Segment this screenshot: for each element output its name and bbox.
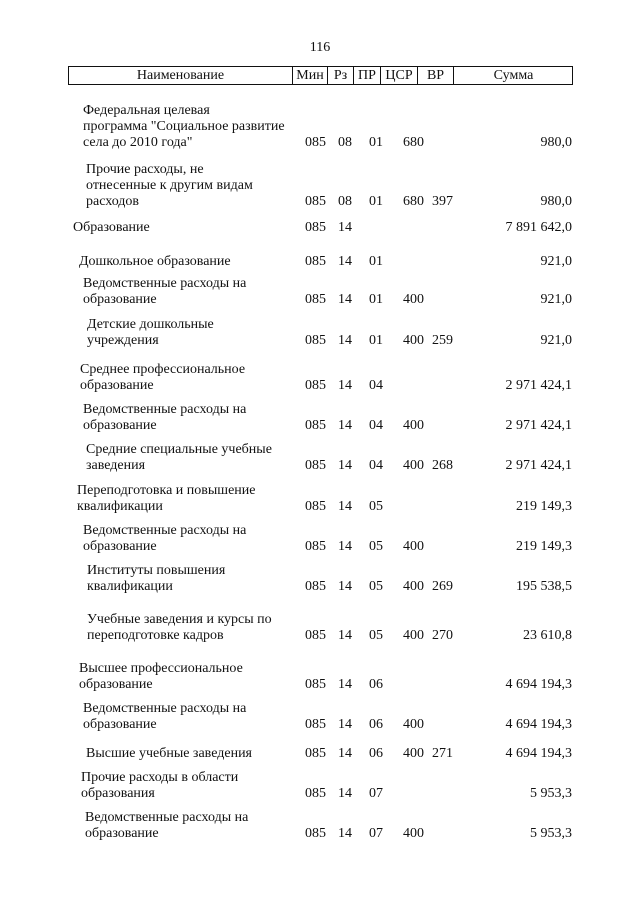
row-sum: 195 538,5 — [516, 579, 572, 594]
row-min: 085 — [305, 135, 326, 150]
row-sum: 23 610,8 — [523, 628, 572, 643]
row-csr: 680 — [403, 194, 424, 209]
row-min: 085 — [305, 333, 326, 348]
row-csr: 400 — [403, 579, 424, 594]
row-name: Прочие расходы в области образования — [81, 770, 239, 801]
row-min: 085 — [305, 378, 326, 393]
header-sum: Сумма — [453, 67, 573, 84]
row-name: Прочие расходы, не отнесенные к другим видам расходов — [86, 162, 253, 209]
row-rz: 14 — [338, 786, 352, 801]
row-name: Ведомственные расходы на образование — [83, 701, 247, 732]
row-rz: 14 — [338, 677, 352, 692]
header-rz: Рз — [327, 67, 353, 84]
row-rz: 14 — [338, 499, 352, 514]
row-rz: 14 — [338, 418, 352, 433]
row-vr: 269 — [432, 579, 453, 594]
row-name: Ведомственные расходы на образование — [83, 523, 247, 554]
row-pr: 05 — [369, 539, 383, 554]
row-vr: 397 — [432, 194, 453, 209]
row-name: Средние специальные учебные заведения — [86, 442, 272, 473]
row-rz: 08 — [338, 135, 352, 150]
row-min: 085 — [305, 826, 326, 841]
row-pr: 01 — [369, 333, 383, 348]
row-name: Федеральная целевая программа "Социальное развитие села до 2010 года" — [83, 103, 285, 150]
row-csr: 400 — [403, 826, 424, 841]
row-sum: 921,0 — [540, 292, 572, 307]
row-min: 085 — [305, 220, 326, 235]
row-rz: 14 — [338, 458, 352, 473]
row-name: Среднее профессиональное образование — [80, 362, 246, 393]
row-name: Высшие учебные заведения — [86, 746, 252, 761]
row-name: Институты повышения квалификации — [87, 563, 226, 594]
row-sum: 921,0 — [540, 254, 572, 269]
row-rz: 14 — [338, 717, 352, 732]
row-name: Образование — [73, 220, 150, 235]
row-min: 085 — [305, 418, 326, 433]
row-name: Ведомственные расходы на образование — [85, 810, 249, 841]
row-min: 085 — [305, 717, 326, 732]
row-sum: 4 694 194,3 — [505, 746, 572, 761]
row-min: 085 — [305, 786, 326, 801]
row-pr: 01 — [369, 135, 383, 150]
row-pr: 05 — [369, 628, 383, 643]
row-vr: 270 — [432, 628, 453, 643]
row-min: 085 — [305, 746, 326, 761]
header-csr: ЦСР — [380, 67, 417, 84]
row-csr: 400 — [403, 746, 424, 761]
row-min: 085 — [305, 499, 326, 514]
row-rz: 14 — [338, 292, 352, 307]
row-min: 085 — [305, 458, 326, 473]
row-sum: 2 971 424,1 — [505, 418, 572, 433]
row-pr: 06 — [369, 746, 383, 761]
row-name: Переподготовка и повышение квалификации — [77, 483, 256, 514]
row-pr: 04 — [369, 458, 383, 473]
header-vr: ВР — [417, 67, 453, 84]
row-pr: 07 — [369, 786, 383, 801]
row-sum: 2 971 424,1 — [505, 378, 572, 393]
row-pr: 04 — [369, 378, 383, 393]
row-rz: 14 — [338, 378, 352, 393]
header-name: Наименование — [136, 68, 225, 83]
row-csr: 400 — [403, 717, 424, 732]
row-csr: 400 — [403, 418, 424, 433]
row-sum: 5 953,3 — [530, 826, 572, 841]
row-vr: 259 — [432, 333, 453, 348]
row-sum: 5 953,3 — [530, 786, 572, 801]
row-rz: 08 — [338, 194, 352, 209]
row-sum: 219 149,3 — [516, 539, 572, 554]
row-pr: 06 — [369, 677, 383, 692]
row-min: 085 — [305, 579, 326, 594]
row-rz: 14 — [338, 746, 352, 761]
row-csr: 400 — [403, 628, 424, 643]
row-sum: 2 971 424,1 — [505, 458, 572, 473]
row-name: Высшее профессиональное образование — [79, 661, 243, 692]
row-min: 085 — [305, 628, 326, 643]
row-pr: 06 — [369, 717, 383, 732]
table-header — [68, 66, 573, 85]
row-rz: 14 — [338, 826, 352, 841]
row-name: Дошкольное образование — [79, 254, 231, 269]
row-sum: 7 891 642,0 — [505, 220, 572, 235]
row-sum: 980,0 — [540, 135, 572, 150]
header-min: Мин — [292, 67, 327, 84]
row-csr: 400 — [403, 333, 424, 348]
row-csr: 400 — [403, 539, 424, 554]
row-min: 085 — [305, 539, 326, 554]
row-sum: 921,0 — [540, 333, 572, 348]
row-min: 085 — [305, 194, 326, 209]
row-pr: 01 — [369, 292, 383, 307]
row-rz: 14 — [338, 539, 352, 554]
row-sum: 980,0 — [540, 194, 572, 209]
row-rz: 14 — [338, 628, 352, 643]
row-name: Учебные заведения и курсы по переподготовке кадров — [87, 612, 272, 643]
row-min: 085 — [305, 254, 326, 269]
row-csr: 400 — [403, 458, 424, 473]
row-vr: 271 — [432, 746, 453, 761]
row-rz: 14 — [338, 579, 352, 594]
row-vr: 268 — [432, 458, 453, 473]
row-rz: 14 — [338, 333, 352, 348]
row-min: 085 — [305, 677, 326, 692]
row-min: 085 — [305, 292, 326, 307]
row-pr: 05 — [369, 579, 383, 594]
row-name: Ведомственные расходы на образование — [83, 276, 247, 307]
row-pr: 07 — [369, 826, 383, 841]
row-name: Детские дошкольные учреждения — [87, 317, 214, 348]
row-pr: 05 — [369, 499, 383, 514]
row-pr: 01 — [369, 254, 383, 269]
page-number: 116 — [309, 40, 331, 55]
header-pr: ПР — [353, 67, 380, 84]
row-sum: 4 694 194,3 — [505, 677, 572, 692]
row-rz: 14 — [338, 220, 352, 235]
row-name: Ведомственные расходы на образование — [83, 402, 247, 433]
row-pr: 01 — [369, 194, 383, 209]
row-csr: 680 — [403, 135, 424, 150]
row-pr: 04 — [369, 418, 383, 433]
row-sum: 4 694 194,3 — [505, 717, 572, 732]
row-sum: 219 149,3 — [516, 499, 572, 514]
row-rz: 14 — [338, 254, 352, 269]
row-csr: 400 — [403, 292, 424, 307]
